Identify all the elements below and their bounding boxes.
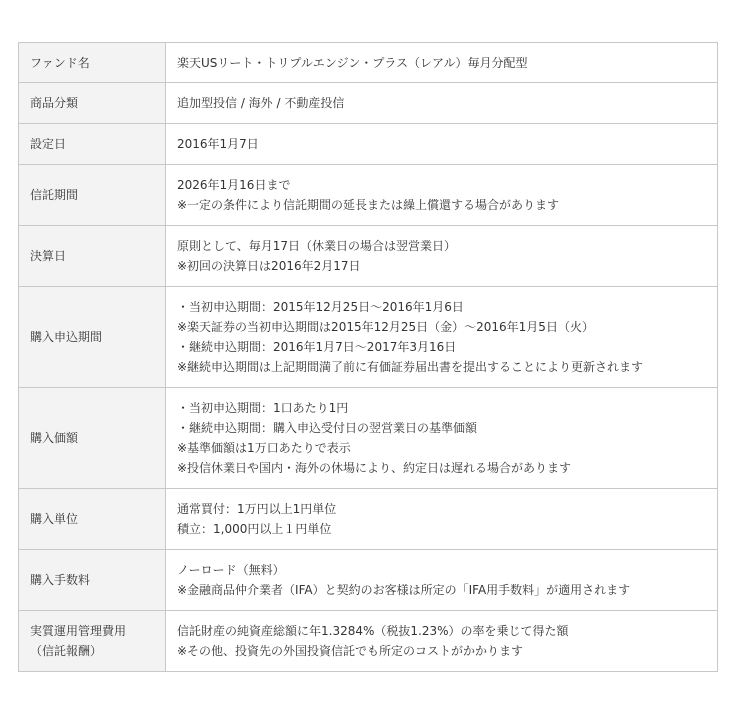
table-row (19, 550, 718, 611)
fund-spec-table-body (19, 43, 718, 672)
row-value (166, 550, 718, 611)
row-value-line: ・継続申込期間：2016年1月7日～2017年3月16日 (177, 340, 457, 354)
row-value (166, 226, 718, 287)
fund-info-section (18, 42, 718, 672)
row-value-line: ※基準価額は1万口あたりで表示 (177, 441, 351, 455)
row-value-line: ※金融商品仲介業者（IFA）と契約のお客様は所定の「IFA用手数料」が適用されます (177, 583, 631, 597)
row-label-text: ファンド名 (30, 55, 90, 70)
row-value (166, 489, 718, 550)
row-label-text: 信託期間 (30, 188, 79, 202)
row-value-line: ※その他、投資先の外国投資信託でも所定のコストがかかります (177, 644, 524, 658)
fund-spec-table (18, 42, 718, 672)
table-row (19, 43, 718, 83)
row-label (19, 83, 166, 124)
row-value-line: 追加型投信 / 海外 / 不動産投信 (177, 96, 345, 110)
row-value (166, 43, 718, 83)
table-row (19, 388, 718, 489)
row-label-text: 購入単位 (30, 512, 79, 526)
row-label-text: 購入申込期間 (30, 330, 103, 344)
row-value (166, 83, 718, 124)
row-label (19, 165, 166, 226)
row-value (166, 388, 718, 489)
row-value (166, 124, 718, 165)
row-value (166, 165, 718, 226)
row-value-line: 2026年1月16日まで (177, 178, 291, 192)
row-value-line: 信託財産の純資産総額に年1.3284%（税抜1.23%）の率を乗じて得た額 (177, 624, 569, 638)
row-value-line: 楽天USリート・トリプルエンジン・プラス（レアル）毎月分配型 (177, 55, 528, 70)
row-label (19, 287, 166, 388)
table-row (19, 611, 718, 672)
row-value-line: ※継続申込期間は上記期間満了前に有価証券届出書を提出することにより更新されます (177, 360, 644, 374)
row-value-line: ・継続申込期間：購入申込受付日の翌営業日の基準価額 (177, 421, 478, 435)
row-value-line: ※一定の条件により信託期間の延長または繰上償還する場合があります (177, 198, 560, 212)
table-row (19, 124, 718, 165)
row-label-text: （信託報酬） (30, 644, 103, 658)
row-label-text: 購入価額 (30, 431, 79, 445)
table-row (19, 83, 718, 124)
table-row (19, 287, 718, 388)
row-label (19, 550, 166, 611)
row-value-line: ・当初申込期間：1口あたり1円 (177, 401, 349, 415)
row-label-text: 商品分類 (30, 96, 79, 110)
row-value-line: 通常買付：1万円以上1円単位 (177, 502, 337, 516)
row-value-line: 積立：1,000円以上１円単位 (177, 522, 332, 536)
row-value-line: ※楽天証券の当初申込期間は2015年12月25日（金）～2016年1月5日（火） (177, 320, 594, 334)
row-label-text: 決算日 (30, 249, 67, 263)
row-label (19, 124, 166, 165)
row-value-line: ・当初申込期間：2015年12月25日～2016年1月6日 (177, 300, 464, 314)
row-value-line: ノーロード（無料） (177, 563, 285, 577)
row-value-line: ※初回の決算日は2016年2月17日 (177, 259, 361, 273)
row-value (166, 287, 718, 388)
row-label (19, 489, 166, 550)
table-row (19, 489, 718, 550)
row-label (19, 611, 166, 672)
row-label-text: 設定日 (30, 137, 67, 151)
row-label-text: 購入手数料 (30, 573, 91, 587)
table-row (19, 165, 718, 226)
row-label-text: 実質運用管理費用 (30, 624, 127, 638)
row-label (19, 43, 166, 83)
row-label (19, 226, 166, 287)
row-value (166, 611, 718, 672)
row-value-line: ※投信休業日や国内・海外の休場により、約定日は遅れる場合があります (177, 461, 572, 475)
row-label (19, 388, 166, 489)
row-value-line: 原則として、毎月17日（休業日の場合は翌営業日） (177, 239, 457, 253)
row-value-line: 2016年1月7日 (177, 137, 259, 151)
table-row (19, 226, 718, 287)
